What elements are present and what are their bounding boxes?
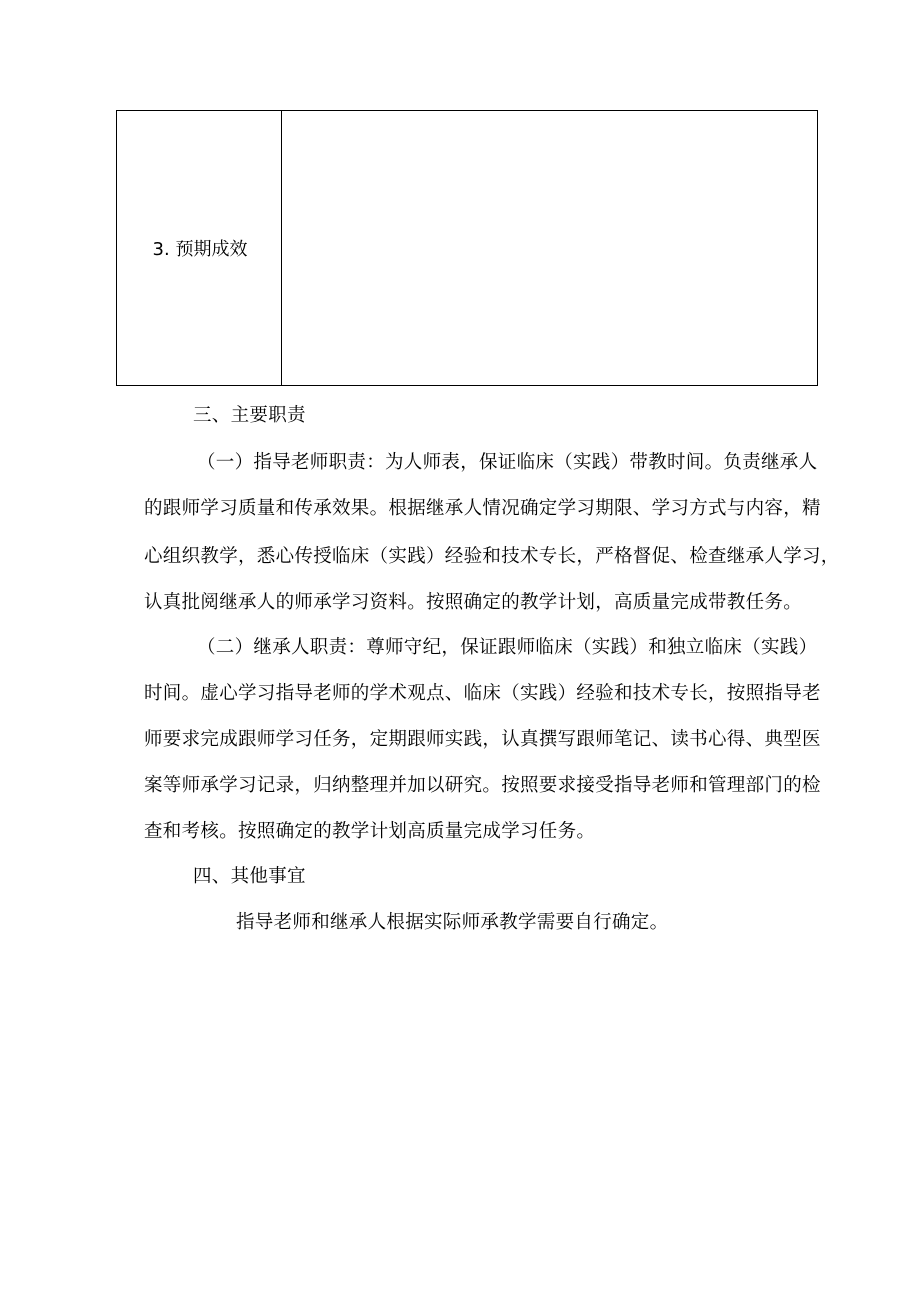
section-heading-other-matters: 四、其他事宜 bbox=[193, 866, 306, 887]
paragraph-line: 时间。虚心学习指导老师的学术观点、临床（实践）经验和技术专长，按照指导老 bbox=[144, 683, 821, 704]
paragraph-line: 案等师承学习记录，归纳整理并加以研究。按照要求接受指导老师和管理部门的检 bbox=[144, 775, 821, 796]
paragraph-line: 的跟师学习质量和传承效果。根据继承人情况确定学习期限、学习方式与内容，精 bbox=[144, 498, 821, 519]
expected-outcome-label: 3. 预期成效 bbox=[152, 239, 248, 260]
paragraph-line: 师要求完成跟师学习任务，定期跟师实践，认真撰写跟师笔记、读书心得、典型医 bbox=[144, 729, 821, 750]
paragraph-line: 认真批阅继承人的师承学习资料。按照确定的教学计划，高质量完成带教任务。 bbox=[144, 592, 803, 613]
section-heading-main-duties: 三、主要职责 bbox=[193, 405, 306, 426]
paragraph-line: 心组织教学，悉心传授临床（实践）经验和技术专长，严格督促、检查继承人学习， bbox=[144, 546, 840, 567]
table-label-cell bbox=[117, 111, 281, 385]
paragraph-line: 指导老师和继承人根据实际师承教学需要自行确定。 bbox=[236, 912, 669, 933]
paragraph-line: （二）继承人职责：尊师守纪，保证跟师临床（实践）和独立临床（实践） bbox=[197, 637, 818, 658]
paragraph-line: 查和考核。按照确定的教学计划高质量完成学习任务。 bbox=[144, 821, 596, 842]
expected-outcome-value-cell bbox=[282, 111, 817, 385]
paragraph-line: （一）指导老师职责：为人师表，保证临床（实践）带教时间。负责继承人 bbox=[197, 452, 818, 473]
expected-outcome-table bbox=[116, 110, 818, 386]
